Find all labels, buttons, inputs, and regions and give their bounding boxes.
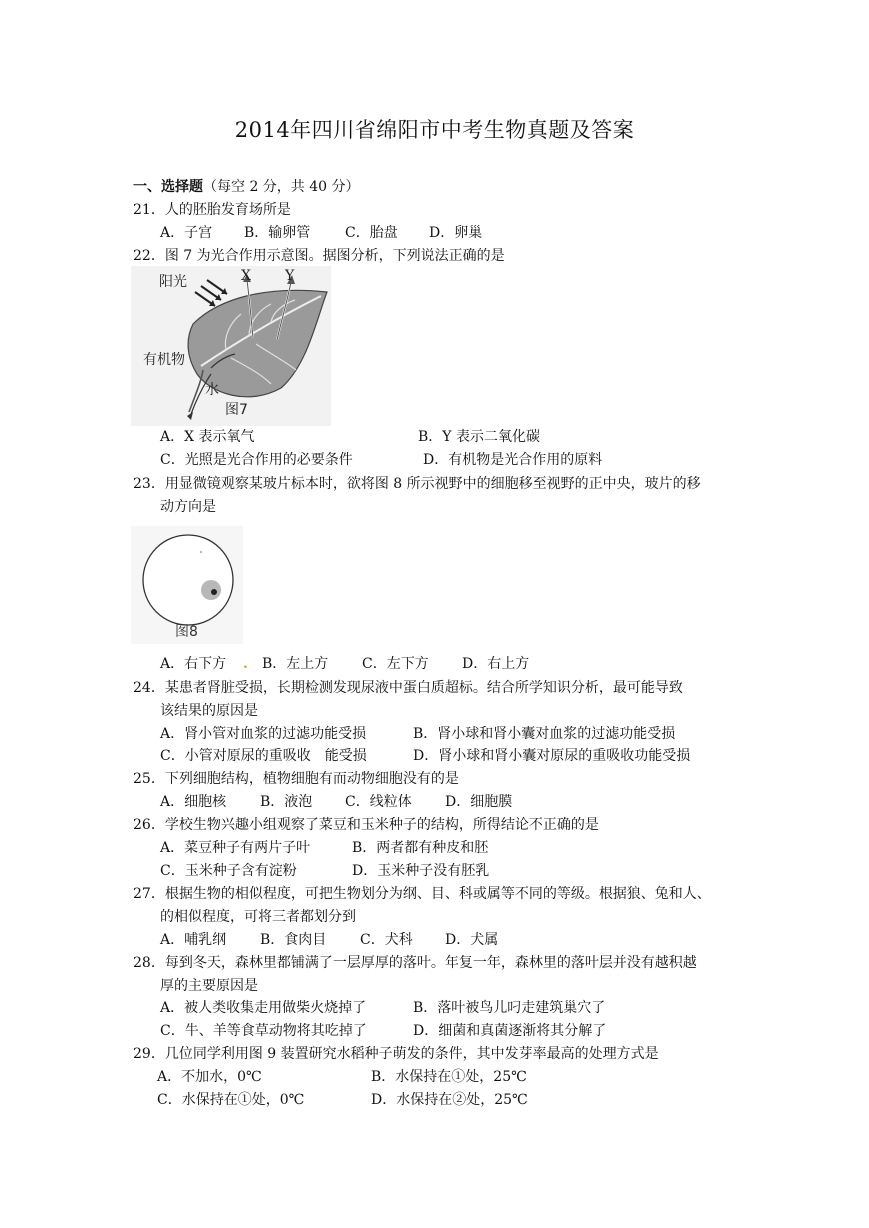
section-title: 一、选择题 xyxy=(133,179,203,195)
option-d: D．水保持在②处，25℃ xyxy=(371,1092,528,1108)
question-stem: 26．学校生物兴趣小组观察了菜豆和玉米种子的结构，所得结论不正确的是 xyxy=(133,817,599,833)
option-d: D．右上方 xyxy=(462,656,530,672)
option-c: C．水保持在①处，0℃ xyxy=(157,1092,305,1108)
option-a: A．菜豆种子有两片子叶 xyxy=(160,840,311,856)
option-b: B．落叶被鸟儿叼走建筑巢穴了 xyxy=(413,1000,606,1016)
figure-8-microscope-view xyxy=(131,526,243,644)
label-organic: 有机物 xyxy=(143,352,185,368)
figure-7-photosynthesis xyxy=(131,266,331,426)
option-b: B．Y 表示二氧化碳 xyxy=(418,429,540,445)
option-c: C．犬科 xyxy=(360,932,413,948)
label-water: 水 xyxy=(205,382,219,398)
label-x: X xyxy=(241,268,251,284)
question-stem-cont: 厚的主要原因是 xyxy=(160,978,258,994)
question-stem-cont: 的相似程度，可将三者都划分到 xyxy=(160,909,356,925)
view-field xyxy=(131,526,243,644)
leaf-diagram xyxy=(131,266,331,426)
question-stem: 29．几位同学利用图 9 装置研究水稻种子萌发的条件，其中发芽率最高的处理方式是 xyxy=(133,1046,659,1062)
option-a: A．子宫 xyxy=(160,225,213,241)
section-note: （每空 2 分，共 40 分） xyxy=(203,179,360,195)
question-stem: 23．用显微镜观察某玻片标本时，欲将图 8 所示视野中的细胞移至视野的正中央，玻片的移 xyxy=(133,476,701,492)
option-c: C．线粒体 xyxy=(345,794,412,810)
label-y: Y xyxy=(285,268,295,284)
question-number: 24 xyxy=(133,680,151,696)
cell xyxy=(201,580,221,600)
section-heading xyxy=(133,178,360,196)
option-d: D．有机物是光合作用的原料 xyxy=(423,452,603,468)
figure-caption: 图8 xyxy=(175,624,198,640)
question-stem: 27．根据生物的相似程度，可把生物划分为纲、目、科或属等不同的等级。根据狼、兔和人、 xyxy=(133,886,711,902)
question-stem: 25．下列细胞结构，植物细胞有而动物细胞没有的是 xyxy=(133,771,459,787)
option-c: C．小管对原尿的重吸收 能受损 xyxy=(160,748,367,764)
option-c: C．牛、羊等食草动物将其吃掉了 xyxy=(160,1023,367,1039)
option-b: B．水保持在①处，25℃ xyxy=(371,1069,527,1085)
option-b: B．液泡 xyxy=(260,794,313,810)
cell-nucleus xyxy=(211,589,217,595)
option-d: D．细菌和真菌逐渐将其分解了 xyxy=(413,1023,607,1039)
option-b: B．食肉目 xyxy=(260,932,327,948)
option-a: A．肾小管对血浆的过滤功能受损 xyxy=(160,726,367,742)
view-circle xyxy=(143,535,233,625)
question-stem: 21．人的胚胎发育场所是 xyxy=(133,202,291,218)
option-c: C．玉米种子含有淀粉 xyxy=(160,863,297,879)
option-d: D．玉米种子没有胚乳 xyxy=(352,863,490,879)
option-d: D．卵巢 xyxy=(429,225,483,241)
figure-caption: 图7 xyxy=(225,402,248,418)
option-d: D．细胞膜 xyxy=(445,794,513,810)
option-c: C．光照是光合作用的必要条件 xyxy=(160,452,353,468)
option-a: A．右下方 xyxy=(160,656,227,672)
option-c: C．左下方 xyxy=(362,656,429,672)
question-stem-cont: 该结果的原因是 xyxy=(160,703,258,719)
option-d: D．肾小球和肾小囊对原尿的重吸收功能受损 xyxy=(413,748,691,764)
question-text: ．某患者肾脏受损，长期检测发现尿液中蛋白质超标。结合所学知识分析，最可能导致 xyxy=(150,680,683,696)
option-a: A．X 表示氧气 xyxy=(160,429,255,445)
question-stem: 22．图 7 为光合作用示意图。据图分析，下列说法正确的是 xyxy=(133,248,505,264)
question-stem xyxy=(133,679,683,697)
option-b: B．肾小球和肾小囊对血浆的过滤功能受损 xyxy=(413,726,676,742)
option-b: B．两者都有种皮和胚 xyxy=(352,840,489,856)
page-title: 2014年四川省绵阳市中考生物真题及答案 xyxy=(234,118,635,142)
option-a: A．细胞核 xyxy=(160,794,227,810)
option-b: B．左上方 xyxy=(262,656,329,672)
option-c: C．胎盘 xyxy=(345,225,398,241)
question-stem-cont: 动方向是 xyxy=(160,499,216,515)
option-d: D．犬属 xyxy=(445,932,499,948)
question-stem: 28．每到冬天，森林里都铺满了一层厚厚的落叶。年复一年，森林里的落叶层并没有越积越 xyxy=(133,955,697,971)
scan-artifact-dot: . xyxy=(243,656,248,672)
option-a: A．哺乳纲 xyxy=(160,932,227,948)
option-a: A．被人类收集走用做柴火烧掉了 xyxy=(160,1000,367,1016)
option-b: B．输卵管 xyxy=(244,225,311,241)
label-sunlight: 阳光 xyxy=(159,274,187,290)
option-a: A．不加水，0℃ xyxy=(157,1069,262,1085)
